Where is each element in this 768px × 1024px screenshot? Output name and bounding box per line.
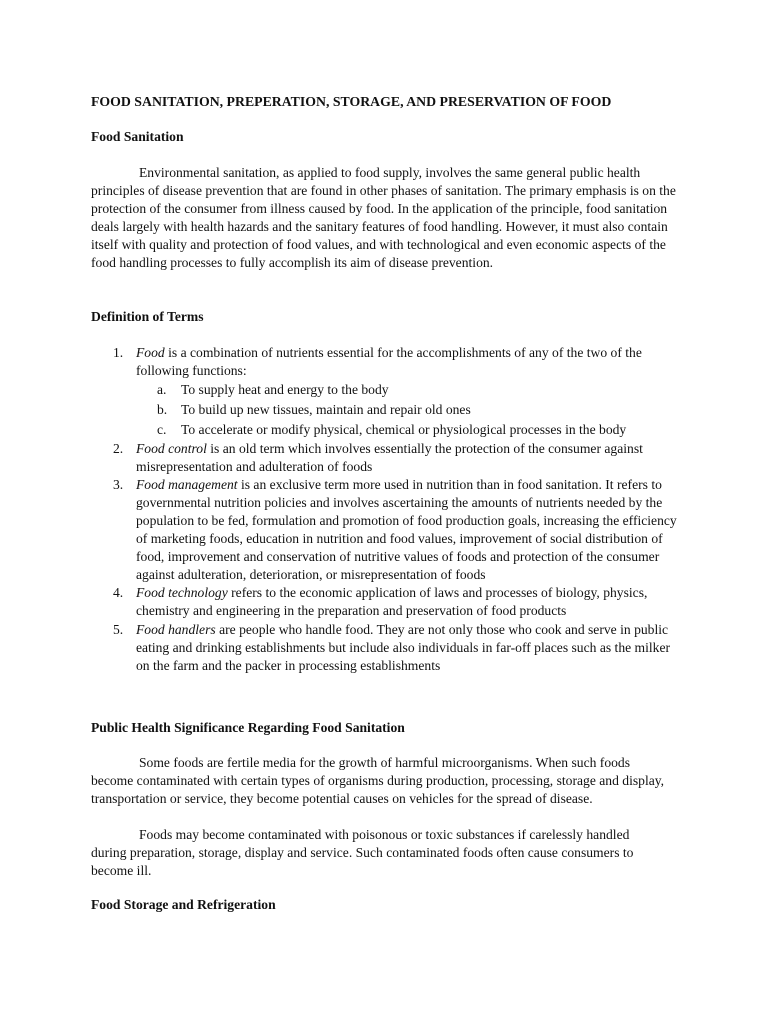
term-food-handlers: Food handlers: [136, 621, 216, 637]
definition-text: is a combination of nutrients essential for the accomplishments of any of the two of the following functions:: [136, 345, 642, 379]
list-number: 1.: [113, 345, 124, 360]
term-food: Food: [136, 345, 165, 360]
definition-item-food-management: [0, 476, 684, 585]
definition-item-food-handlers: [0, 621, 684, 675]
definition-text: is an exclusive term more used in nutrition than in food sanitation. It refers to governmental nutrition policies and involves ascertaining the amounts of nutrients needed by the population to be fed, formulation and promotion of food production goals, increasing the efficiency of marketing foods, education in nutrition and food values, improvement of social distribution of food, improvement and conservation of nutritive values of foods and protection of the consumer against adulteration, deterioration, or misrepresentation of foods: [136, 476, 677, 583]
food-sanitation-paragraph: Environmental sanitation, as applied to food supply, involves the same general public health principles of disease prevention that are found in other phases of sanitation. The primary emphasis is on the protection of the consumer from illness caused by food. In the application of the principle, food sanitation deals largely with health hazards and the sanitary features of food handling. However, it must also contain itself with quality and protection of food values, and with technological and even economic aspects of the food handling processes to fully accomplish its aim of disease prevention.: [91, 165, 676, 270]
food-functions-list: [136, 380, 684, 439]
sub-letter: a.: [157, 382, 167, 398]
term-food-management: Food management: [136, 476, 238, 492]
public-health-paragraph-2: Foods may become contaminated with poisonous or toxic substances if carelessly handled during preparation, storage, display and service. Such contaminated foods often cause consumers to become ill.: [91, 827, 634, 878]
function-item: [157, 420, 684, 440]
list-number: 3.: [113, 476, 124, 492]
list-number: 5.: [113, 621, 124, 637]
term-food-technology: Food technology: [136, 585, 228, 601]
sub-letter: b.: [157, 401, 168, 417]
sub-letter: c.: [157, 421, 167, 437]
section-heading-definitions: Definition of Terms: [91, 309, 204, 324]
list-number: 4.: [113, 585, 124, 601]
term-food-control: Food control: [136, 440, 207, 456]
definition-item-food: [0, 344, 684, 440]
function-text: To accelerate or modify physical, chemical or physiological processes in the body: [181, 421, 627, 437]
definition-text: refers to the economic application of laws and processes of biology, physics, chemistry and engineering in the preparation and preservation of food products: [136, 585, 648, 619]
list-number: 2.: [113, 440, 124, 456]
definition-item-food-control: [0, 440, 684, 476]
section-heading-food-sanitation: Food Sanitation: [91, 129, 184, 144]
section-heading-public-health: Public Health Significance Regarding Food Sanitation: [91, 720, 405, 735]
definition-text: are people who handle food. They are not only those who cook and serve in public eating and drinking establishments but include also individuals in far-off places such as the milker on the farm and the packer in processing establishments: [136, 621, 671, 673]
document-title: FOOD SANITATION, PREPERATION, STORAGE, AND PRESERVATION OF FOOD: [91, 94, 612, 109]
definitions-list: [0, 344, 700, 675]
function-text: To supply heat and energy to the body: [181, 382, 389, 398]
definition-item-food-technology: [0, 584, 684, 620]
public-health-paragraph-1: Some foods are fertile media for the growth of harmful microorganisms. When such foods become contaminated with certain types of organisms during production, processing, storage and display, transportation or service, they become potential causes on vehicles for the spread of disease.: [91, 755, 665, 806]
function-item: [157, 380, 684, 400]
section-heading-storage: Food Storage and Refrigeration: [91, 897, 276, 912]
function-item: [157, 400, 684, 420]
definition-text: is an old term which involves essentially the protection of the consumer against misrepresentation and adulteration of foods: [136, 440, 643, 474]
function-text: To build up new tissues, maintain and repair old ones: [181, 401, 471, 417]
